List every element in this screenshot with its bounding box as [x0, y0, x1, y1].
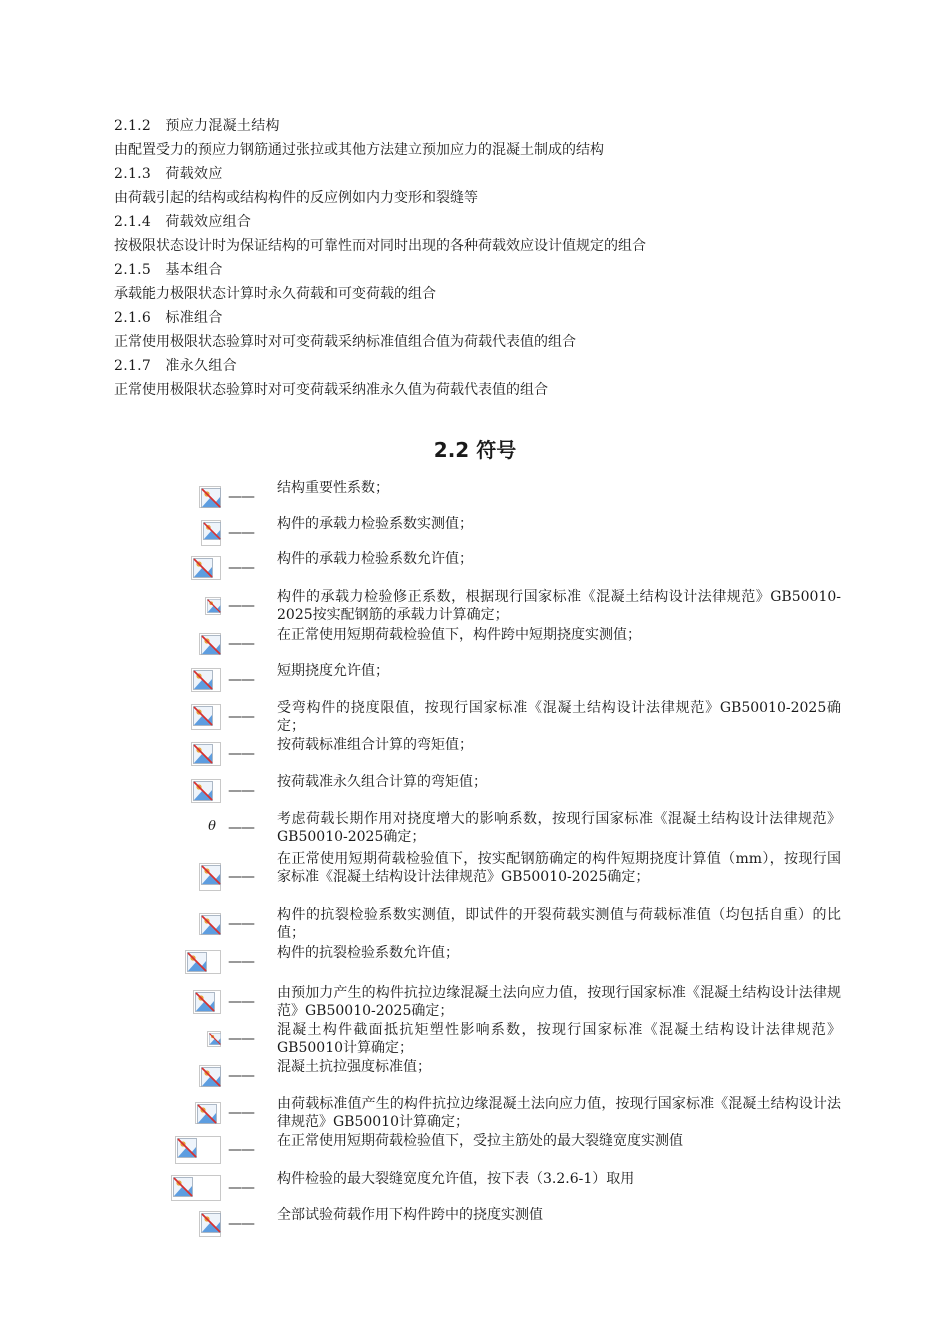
- symbol-row: [0, 481, 950, 512]
- broken-image-icon: [201, 520, 221, 546]
- symbol-description: 构件的承载力检验修正系数，根据现行国家标准《混凝土结构设计法律规范》GB50010-2025按实配钢筋的承载力计算确定；: [277, 588, 841, 623]
- dash-separator: ——: [228, 1031, 254, 1047]
- dash-separator: ——: [228, 708, 254, 725]
- symbol-cell: [150, 516, 225, 549]
- dash-separator: ——: [228, 635, 254, 652]
- broken-image-icon: [191, 742, 221, 766]
- symbol-description: 按荷载准永久组合计算的弯矩值；: [277, 773, 487, 790]
- broken-image-icon: [191, 704, 221, 730]
- broken-image-icon: [191, 779, 221, 803]
- dash-separator: ——: [228, 597, 254, 614]
- symbol-row: [0, 1095, 950, 1131]
- symbol-cell: [150, 1021, 225, 1057]
- term-definition: 按极限状态设计时为保证结构的可靠性而对同时出现的各种荷载效应设计值规定的组合: [114, 238, 646, 254]
- symbol-cell: [150, 945, 225, 978]
- symbol-description: 构件的抗裂检验系数允许值；: [277, 944, 459, 961]
- term-definitions: [114, 114, 854, 402]
- broken-image-icon: [191, 668, 221, 692]
- symbol-description: 考虑荷载长期作用对挠度增大的影响系数，按现行国家标准《混凝土结构设计法律规范》GB50010-2025确定；: [277, 811, 841, 845]
- symbol-description: 全部试验荷载作用下构件跨中的挠度实测值: [277, 1207, 543, 1223]
- dash-separator: ——: [228, 916, 254, 932]
- term-definition: 正常使用极限状态验算时对可变荷载采纳准永久值为荷载代表值的组合: [114, 382, 548, 398]
- dash-separator: ——: [228, 1216, 254, 1232]
- term-heading: 2.1.3 荷载效应: [114, 166, 223, 182]
- symbol-row: [0, 663, 950, 696]
- dash-separator: ——: [228, 993, 254, 1010]
- symbol-row: [0, 627, 950, 660]
- symbol-cell: [150, 481, 225, 512]
- dash-separator: ——: [228, 671, 254, 688]
- symbol-row: [0, 905, 950, 943]
- broken-image-icon: [175, 1136, 221, 1164]
- symbol-row: [0, 516, 950, 549]
- symbol-row: [0, 984, 950, 1019]
- section-title: 2.2 符号: [433, 438, 517, 462]
- symbol-cell: [150, 1170, 225, 1206]
- symbol-cell: [150, 551, 225, 584]
- symbol-text: θ: [208, 819, 216, 834]
- broken-image-icon: [199, 863, 221, 891]
- broken-image-icon: [199, 633, 221, 655]
- symbol-description: 按荷载标准组合计算的弯矩值；: [277, 736, 473, 753]
- symbol-row: [0, 588, 950, 623]
- symbol-cell: [150, 984, 225, 1019]
- symbol-description: 受弯构件的挠度限值，按现行国家标准《混凝土结构设计法律规范》GB50010-2025确定；: [277, 699, 841, 734]
- term-definition: 承载能力极限状态计算时永久荷载和可变荷载的组合: [114, 286, 436, 302]
- dash-separator: ——: [228, 1067, 254, 1084]
- symbol-description: 由预加力产生的构件抗拉边缘混凝土法向应力值，按现行国家标准《混凝土结构设计法律规范》GB50010-2025确定；: [277, 984, 841, 1019]
- broken-image-icon: [171, 1175, 221, 1201]
- symbol-cell: [150, 1132, 225, 1168]
- broken-image-icon: [207, 1031, 221, 1047]
- symbol-description: 结构重要性系数；: [277, 479, 389, 496]
- broken-image-icon: [199, 1065, 221, 1087]
- term-heading: 2.1.5 基本组合: [114, 262, 223, 278]
- symbol-description: 构件的抗裂检验系数实测值，即试件的开裂荷载实测值与荷载标准值（均包括自重）的比值；: [277, 907, 841, 941]
- broken-image-icon: [199, 913, 221, 935]
- symbol-row: [0, 551, 950, 584]
- dash-separator: ——: [228, 524, 254, 541]
- term-heading: 2.1.6 标准组合: [114, 310, 223, 326]
- term-heading: 2.1.2 预应力混凝土结构: [114, 118, 280, 134]
- symbol-description: 构件的承载力检验系数允许值；: [277, 550, 473, 567]
- dash-separator: ——: [228, 782, 254, 799]
- symbol-description: 混凝土构件截面抵抗矩塑性影响系数，按现行国家标准《混凝土结构设计法律规范》GB50010计算确定；: [277, 1022, 841, 1056]
- symbol-cell: [150, 850, 225, 904]
- dash-separator: ——: [228, 1142, 254, 1158]
- symbol-row: [0, 945, 950, 978]
- dash-separator: ——: [228, 559, 254, 576]
- symbol-cell: [150, 1206, 225, 1242]
- symbol-description: 在正常使用短期荷载检验值下，按实配钢筋确定的构件短期挠度计算值（mm），按现行国家标准《混凝土结构设计法律规范》GB50010-2025确定；: [277, 851, 841, 885]
- symbol-cell: [150, 663, 225, 696]
- symbol-row: [0, 1132, 950, 1168]
- symbol-description: 混凝土抗拉强度标准值；: [277, 1058, 431, 1075]
- symbol-row: [0, 1058, 950, 1093]
- term-definition: 正常使用极限状态验算时对可变荷载采纳标准值组合值为荷载代表值的组合: [114, 334, 576, 350]
- dash-separator: ——: [228, 953, 254, 970]
- symbol-row: [0, 810, 950, 846]
- symbol-cell: [150, 905, 225, 943]
- term-heading: 2.1.4 荷载效应组合: [114, 214, 252, 230]
- dash-separator: ——: [228, 820, 254, 836]
- broken-image-icon: [193, 990, 221, 1014]
- symbol-row: [0, 1021, 950, 1057]
- dash-separator: ——: [228, 1180, 254, 1196]
- symbol-cell: [150, 700, 225, 733]
- dash-separator: ——: [228, 869, 254, 885]
- term-definition: 由荷载引起的结构或结构构件的反应例如内力变形和裂缝等: [114, 190, 478, 206]
- term-definition: 由配置受力的预应力钢筋通过张拉或其他方法建立预加应力的混凝土制成的结构: [114, 142, 604, 158]
- symbol-cell: [150, 1095, 225, 1131]
- broken-image-icon: [205, 597, 221, 615]
- broken-image-icon: [191, 556, 221, 580]
- symbol-description: 构件的承载力检验系数实测值；: [277, 515, 473, 532]
- symbol-cell: [150, 1058, 225, 1093]
- symbol-cell: [150, 627, 225, 660]
- symbol-description: 在正常使用短期荷载检验值下，受拉主筋处的最大裂缝宽度实测值: [277, 1133, 683, 1149]
- symbol-description: 短期挠度允许值；: [277, 662, 389, 679]
- symbol-row: [0, 1206, 950, 1242]
- symbol-cell: [150, 737, 225, 770]
- symbol-description: 由荷载标准值产生的构件抗拉边缘混凝土法向应力值，按现行国家标准《混凝土结构设计法律规范》GB50010计算确定；: [277, 1096, 841, 1130]
- broken-image-icon: [195, 1102, 221, 1124]
- symbol-cell: [150, 588, 225, 623]
- symbol-row: [0, 1170, 950, 1206]
- symbol-row: [0, 774, 950, 807]
- broken-image-icon: [185, 950, 221, 974]
- dash-separator: ——: [228, 745, 254, 762]
- symbol-row: [0, 700, 950, 733]
- symbol-description: 在正常使用短期荷载检验值下，构件跨中短期挠度实测值；: [277, 626, 641, 643]
- dash-separator: ——: [228, 488, 254, 505]
- broken-image-icon: [199, 1211, 221, 1237]
- symbol-cell: [150, 774, 225, 807]
- symbol-cell: [150, 810, 225, 846]
- term-heading: 2.1.7 准永久组合: [114, 358, 237, 374]
- dash-separator: ——: [228, 1105, 254, 1121]
- symbol-row: [0, 737, 950, 770]
- broken-image-icon: [199, 486, 221, 508]
- symbol-description: 构件检验的最大裂缝宽度允许值，按下表（3.2.6-1）取用: [277, 1171, 635, 1187]
- symbol-row: [0, 850, 950, 904]
